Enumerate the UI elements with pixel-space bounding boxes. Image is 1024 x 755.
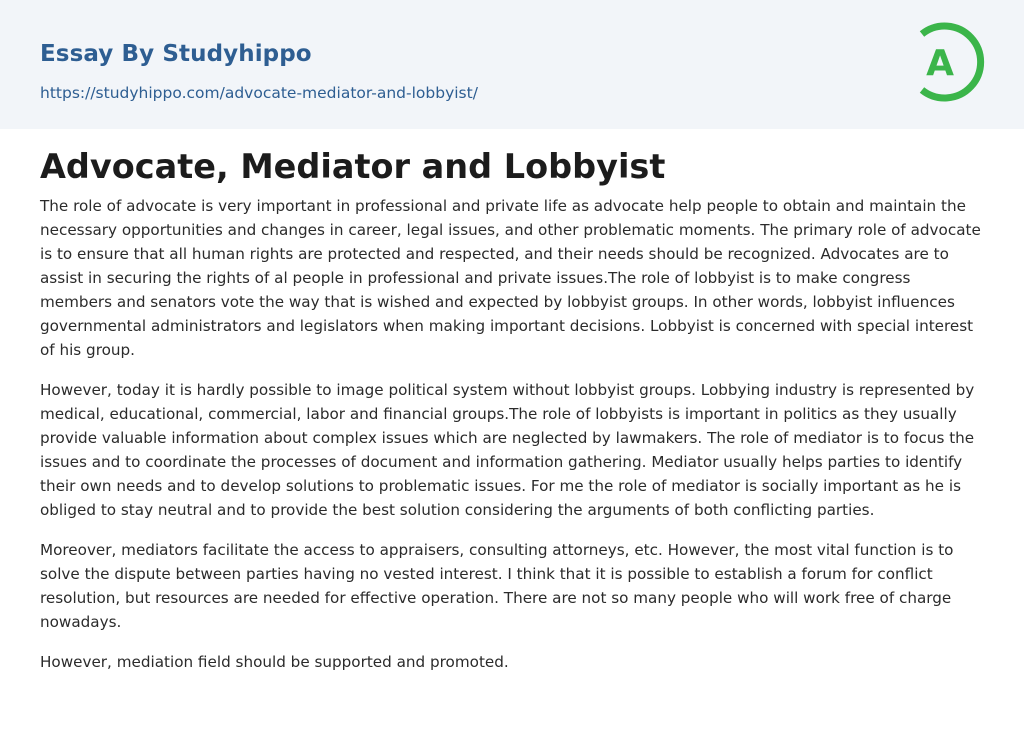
paragraph: Moreover, mediators facilitate the access to appraisers, consulting attorneys, etc. However, the most vital function is to solve the dispute between parties having no vested interest. I think that it is possible to establish a forum for conflict resolution, but resources are needed for effective operation. There are not so many people who will work free of charge nowadays. <box>40 541 954 631</box>
essay-url-link[interactable]: https://studyhippo.com/advocate-mediator-and-lobbyist/ <box>40 84 478 102</box>
site-header <box>0 0 1024 129</box>
paragraph: However, mediation field should be supported and promoted. <box>40 653 509 671</box>
paragraph: The role of advocate is very important in professional and private life as advocate help people to obtain and maintain the necessary opportunities and changes in career, legal issues, and other problematic moments. The primary role of advocate is to ensure that all human rights are protected and respected, and their needs should be recognized. Advocates are to assist in securing the rights of al people in professional and private issues.The role of lobbyist is to make congress members and senators vote the way that is wished and expected by lobbyist groups. In other words, lobbyist influences governmental administrators and legislators when making important decisions. Lobbyist is concerned with special interest of his group. <box>40 197 981 359</box>
paragraph: However, today it is hardly possible to image political system without lobbyist groups. Lobbying industry is represented by medical, educational, commercial, labor and financial groups.The role of lobbyists is important in politics as they usually provide valuable information about complex issues which are neglected by lawmakers. The role of mediator is to focus the issues and to coordinate the processes of document and information gathering. Mediator usually helps parties to identify their own needs and to develop solutions to problematic issues. For me the role of mediator is socially important as he is obliged to stay neutral and to provide the best solution considering the arguments of both conflicting parties. <box>40 381 975 519</box>
logo-letter: A <box>926 43 954 84</box>
page-title: Advocate, Mediator and Lobbyist <box>40 147 666 186</box>
brand-title[interactable]: Essay By Studyhippo <box>40 41 312 67</box>
article-body <box>40 194 986 690</box>
studyhippo-logo-icon[interactable] <box>912 20 986 104</box>
